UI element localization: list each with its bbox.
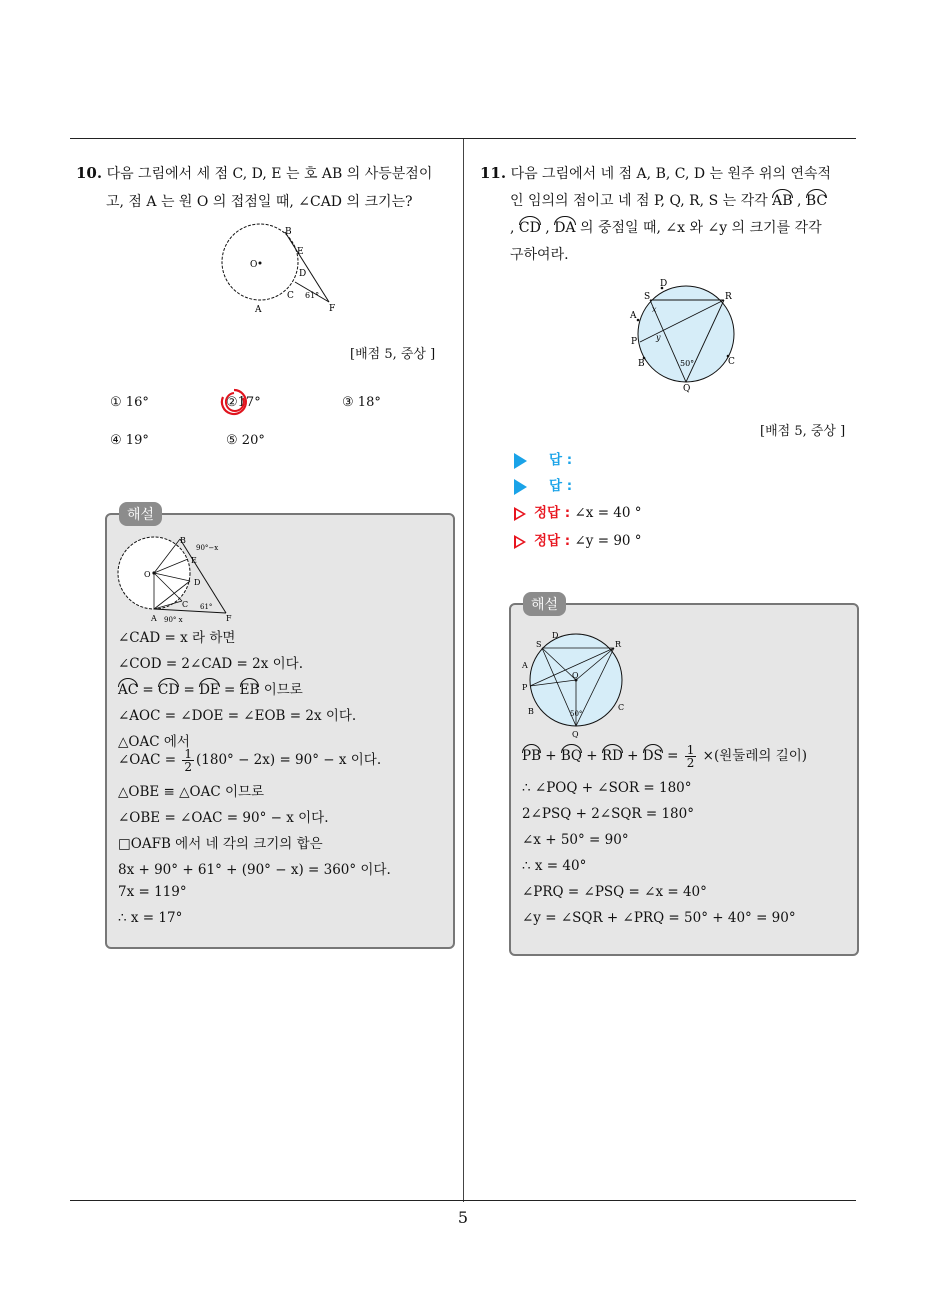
- q10-choice-4-value: 19°: [125, 433, 149, 448]
- q10-sol-label-C: C: [182, 600, 189, 609]
- q11-correct-answer-1: [514, 501, 642, 521]
- q11-label-S: S: [644, 292, 651, 302]
- q10-sol-line-8: ∠OBE = ∠OAC = 90° − x 이다.: [118, 810, 329, 826]
- blue-triangle-icon: [514, 479, 527, 495]
- q10-choice-4[interactable]: [110, 433, 149, 448]
- q10-sol-line-2: ∠COD = 2∠CAD = 2x 이다.: [118, 656, 303, 672]
- q11-label-D: D: [660, 279, 668, 289]
- svg-text:Q: Q: [572, 730, 579, 738]
- q10-choice-4-mark: ④: [110, 433, 122, 448]
- q11-sol-line-1: PB + BQ + RD + DS = $\frac{1}{2}$ ×(원둘레의 길이): [522, 743, 808, 770]
- q10-sol-line-1: ∠CAD = x 라 하면: [118, 630, 236, 646]
- q10-choice-5[interactable]: [226, 433, 265, 448]
- q10-choice-5-value: 20°: [241, 433, 265, 448]
- q10-sol-label-F: F: [226, 614, 232, 623]
- q10-sol-line-6-post: (180° − 2x) = 90° − x 이다.: [196, 752, 382, 768]
- bottom-rule: [70, 1200, 856, 1201]
- svg-text:C: C: [618, 703, 625, 712]
- q11-label-C: C: [728, 357, 735, 367]
- q10-solution-figure: [114, 533, 244, 625]
- q11-figure: [622, 278, 742, 393]
- q11-sol-line-3: 2∠PSQ + 2∠SQR = 180°: [522, 806, 694, 822]
- q10-number: 10.: [76, 164, 103, 182]
- svg-text:B: B: [528, 707, 534, 716]
- q10-sol-label-bottom: 90° x: [164, 616, 183, 624]
- q11-sol-frac-num: 1: [686, 743, 695, 757]
- q11-label-angle: 50°: [680, 359, 695, 368]
- q11-sol-line-2: ∴ ∠POQ + ∠SOR = 180°: [522, 780, 692, 796]
- q11-stem-arc-BC: BC: [806, 190, 827, 209]
- q11-answer-blank-2[interactable]: [514, 474, 572, 495]
- q10-points: [배점 5, 중상 ]: [350, 347, 436, 362]
- q10-selected-circle-icon: [219, 387, 249, 417]
- q11-answer-blank-2-label: 답 :: [549, 478, 573, 494]
- q10-sol-arc-DE: DE: [199, 679, 220, 698]
- q11-sol-arc-BQ: BQ: [561, 745, 582, 764]
- q11-solution-tab: 해설: [523, 592, 566, 616]
- q10-sol-line-7: △OBE ≡ △OAC 이므로: [118, 784, 265, 800]
- q10-stem-text2: 고, 점 A 는 원 O 의 접점일 때, ∠CAD 의 크기는?: [106, 194, 413, 210]
- q11-number: 11.: [480, 164, 507, 182]
- q10-sol-line-12: ∴ x = 17°: [118, 910, 183, 926]
- q10-stem-text1: 다음 그림에서 세 점 C, D, E 는 호 AB 의 사등분점이: [106, 166, 433, 182]
- q10-choice-3-value: 18°: [357, 395, 381, 410]
- q10-sol-line-6-pre: ∠OAC =: [118, 752, 181, 768]
- q10-choice-2-mark: ②: [226, 395, 238, 410]
- q11-sol-fraction: [685, 744, 697, 769]
- q10-solution-tab: 해설: [119, 502, 162, 526]
- q11-label-x: x: [652, 305, 657, 314]
- q10-sol-label-angle: 61°: [200, 603, 213, 611]
- q11-label-A: A: [630, 311, 637, 321]
- q11-correct-answer-2-value: ∠y = 90 °: [574, 533, 642, 549]
- q10-sol-line-4: ∠AOC = ∠DOE = ∠EOB = 2x 이다.: [118, 708, 357, 724]
- q11-sol-arc-DS: DS: [643, 745, 663, 764]
- q11-stem-line3: , CD , DA 의 중점일 때, ∠x 와 ∠y 의 크기를 각각: [510, 217, 822, 237]
- q11-correct-answer-2: [514, 529, 642, 549]
- q11-correct-answer-1-value: ∠x = 40 °: [574, 505, 642, 521]
- q10-point-O: [259, 262, 262, 265]
- q10-label-D: D: [299, 269, 307, 279]
- q11-sol-line-1-tail: ×(원둘레의 길이): [702, 748, 808, 764]
- q10-sol-frac-den: 2: [184, 760, 192, 774]
- q11-stem-text1: 다음 그림에서 네 점 A, B, C, D 는 원주 위의 연속적: [510, 166, 832, 182]
- q10-sol-label-top: 90°−x: [196, 544, 219, 552]
- q11-stem-line4: 구하여라.: [510, 247, 569, 263]
- q10-choice-1[interactable]: [110, 395, 149, 410]
- q11-stem-line2: 인 임의의 점이고 네 점 P, Q, R, S 는 각각 AB , BC: [510, 190, 827, 210]
- svg-text:S: S: [536, 640, 542, 649]
- q10-choice-2-value: 17°: [237, 395, 261, 410]
- q10-choice-2[interactable]: [226, 395, 261, 410]
- q11-sol-line-4: ∠x + 50° = 90°: [522, 832, 629, 848]
- q11-sol-arc-RD: RD: [602, 745, 623, 764]
- q11-sol-line-7: ∠y = ∠SQR + ∠PRQ = 50° + 40° = 90°: [522, 910, 796, 926]
- q10-sol-line-11: 7x = 119°: [118, 884, 187, 900]
- q11-label-P: P: [631, 337, 638, 347]
- q11-correct-answer-2-label: 정답 :: [534, 533, 571, 549]
- q11-label-Q: Q: [683, 384, 691, 393]
- column-divider: [463, 139, 464, 1202]
- svg-text:D: D: [552, 631, 559, 640]
- q11-label-R: R: [725, 292, 732, 302]
- q10-sol-arc-AC: AC: [118, 679, 138, 698]
- q11-answer-blank-1[interactable]: [514, 448, 572, 469]
- q10-sol-frac-num: 1: [184, 747, 192, 761]
- q10-sol-label-O: O: [144, 570, 151, 579]
- q10-sol-label-B: B: [180, 536, 186, 545]
- q10-sol-arc-CD: CD: [158, 679, 179, 698]
- q10-label-E: E: [297, 247, 304, 257]
- q10-stem-line2: [106, 191, 413, 211]
- q11-answer-blank-1-label: 답 :: [549, 452, 573, 468]
- svg-text:50°: 50°: [570, 710, 583, 718]
- q10-sol-line-5: △OAC 에서: [118, 734, 190, 750]
- svg-text:R: R: [615, 640, 622, 649]
- q10-label-F: F: [329, 304, 336, 314]
- q11-sol-arc-PB: PB: [522, 745, 541, 764]
- q10-label-O: O: [250, 260, 258, 270]
- q11-label-B: B: [638, 359, 645, 369]
- q10-sol-label-A: A: [151, 614, 157, 623]
- q10-choice-3[interactable]: [342, 395, 381, 410]
- red-triangle-icon: [514, 535, 526, 549]
- svg-text:O: O: [572, 671, 579, 680]
- q11-solution-figure: [518, 628, 633, 738]
- q10-sol-label-D: D: [194, 578, 201, 587]
- q10-choice-5-mark: ⑤: [226, 433, 238, 448]
- q10-sol-label-E: E: [191, 556, 197, 565]
- q11-stem-text2: 인 임의의 점이고 네 점 P, Q, R, S 는 각각: [510, 193, 768, 209]
- q11-stem-line1: [480, 163, 831, 183]
- svg-text:P: P: [522, 683, 528, 692]
- q10-sol-line-9: □OAFB 에서 네 각의 크기의 합은: [118, 836, 323, 852]
- q10-choice-1-value: 16°: [125, 395, 149, 410]
- q11-points: [배점 5, 중상 ]: [760, 424, 846, 439]
- q11-correct-answer-1-label: 정답 :: [534, 505, 571, 521]
- q10-sol-line-6: [118, 748, 381, 773]
- q10-choice-1-mark: ①: [110, 395, 122, 410]
- q10-figure: [215, 222, 350, 317]
- blue-triangle-icon: [514, 453, 527, 469]
- q11-stem-arc-AB: AB: [772, 190, 792, 209]
- q10-sol-arc-EB: EB: [240, 679, 260, 698]
- q10-label-angle: 61°: [305, 291, 320, 300]
- q10-label-B: B: [285, 227, 292, 237]
- page-number: 5: [457, 1208, 469, 1227]
- q10-choice-3-mark: ③: [342, 395, 354, 410]
- q10-stem-line1: [76, 163, 432, 183]
- q11-sol-line-5: ∴ x = 40°: [522, 858, 587, 874]
- q10-label-A: A: [255, 305, 262, 315]
- q10-sol-line-10: 8x + 90° + 61° + (90° − x) = 360° 이다.: [118, 862, 391, 878]
- q10-sol-line-3-tail: 이므로: [259, 682, 303, 698]
- q11-sol-line-6: ∠PRQ = ∠PSQ = ∠x = 40°: [522, 884, 707, 900]
- red-triangle-icon: [514, 507, 526, 521]
- q10-sol-line-3: AC = CD = DE = EB 이므로: [118, 678, 303, 698]
- q11-stem-arc-DA: DA: [554, 217, 575, 236]
- q11-label-y: y: [656, 333, 661, 342]
- q11-stem-arc-CD: CD: [519, 217, 541, 236]
- q11-sol-frac-den: 2: [686, 756, 695, 770]
- svg-text:A: A: [522, 661, 528, 670]
- q11-stem-text3: 의 중점일 때, ∠x 와 ∠y 의 크기를 각각: [575, 220, 822, 236]
- q10-label-C: C: [287, 291, 294, 301]
- q10-sol-fraction: [182, 748, 194, 773]
